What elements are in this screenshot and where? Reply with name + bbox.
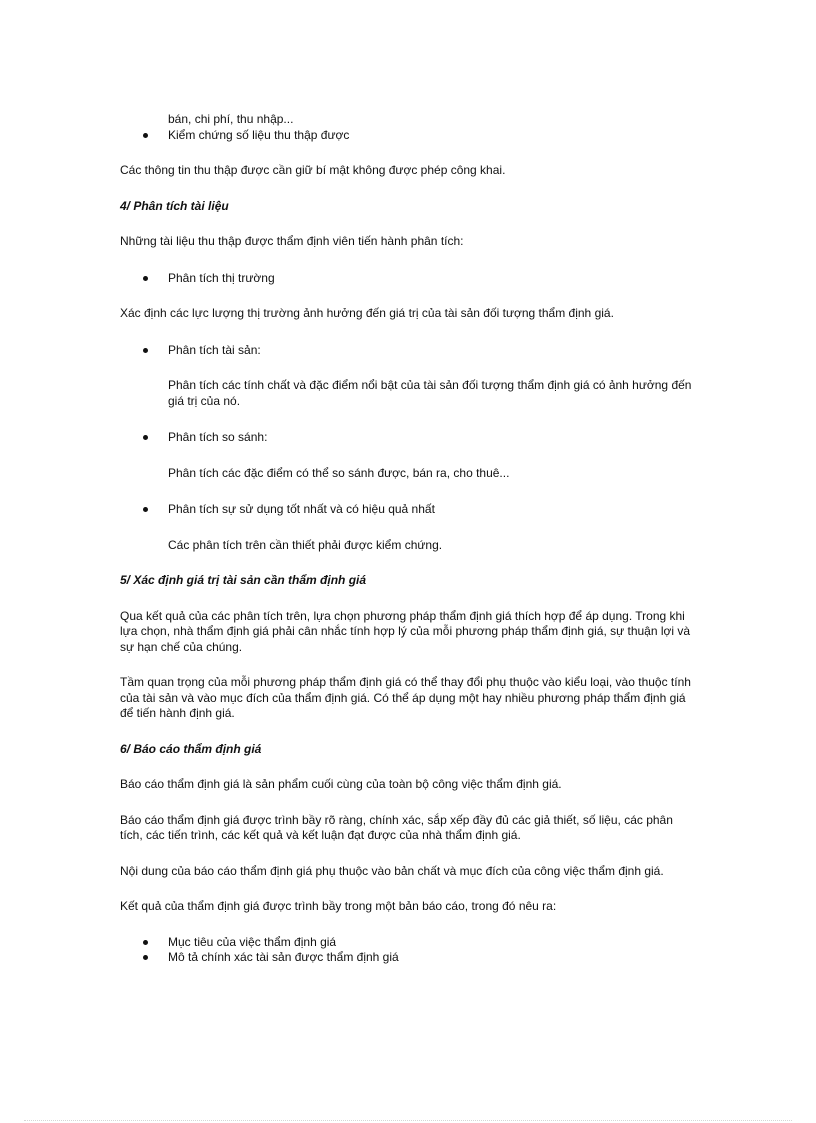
bullet-item: Phân tích thị trường: [168, 271, 698, 287]
bullet-icon: [143, 955, 148, 960]
paragraph: Kết quả của thẩm định giá được trình bầy trong một bản báo cáo, trong đó nêu ra:: [120, 899, 557, 913]
paragraph: bán, chi phí, thu nhập...: [168, 112, 294, 126]
bullet-icon: [143, 435, 148, 440]
section-heading-5: 5/ Xác định giá trị tài sản cần thẩm định giá: [120, 573, 367, 587]
bullet-item: Phân tích so sánh:: [168, 430, 698, 446]
paragraph: Báo cáo thẩm định giá được trình bầy rõ ràng, chính xác, sắp xếp đầy đủ các giả thiết, số liệu, các phân tích, các tiến trình, các kết quả và kết luận đạt được của nhà thẩm định giá.: [120, 812, 673, 842]
paragraph: Qua kết quả của các phân tích trên, lựa chọn phương pháp thẩm định giá thích hợp để áp dụng. Trong khi lựa chọn, nhà thẩm định giá phải cân nhắc tính hợp lý của mỗi phương pháp thẩm định giá, sự thuận lợi và sự hạn chế của chúng.: [120, 608, 691, 654]
paragraph: Phân tích các tính chất và đặc điểm nổi bật của tài sản đối tượng thẩm định giá có ảnh hưởng đến giá trị của nó.: [168, 378, 692, 408]
bullet-item: Mô tả chính xác tài sản được thẩm định giá: [168, 950, 698, 966]
bullet-icon: [143, 507, 148, 512]
paragraph: Xác định các lực lượng thị trường ảnh hưởng đến giá trị của tài sản đối tượng thẩm định giá.: [120, 306, 614, 320]
paragraph: Phân tích các đặc điểm có thể so sánh được, bán ra, cho thuê...: [168, 465, 510, 480]
paragraph: Những tài liệu thu thập được thẩm định viên tiến hành phân tích:: [120, 234, 464, 248]
document-page: [120, 108, 698, 966]
paragraph: Tầm quan trọng của mỗi phương pháp thẩm định giá có thể thay đổi phụ thuộc vào kiểu loại, vào thuộc tính của tài sản và vào mục đích của thẩm định giá. Có thể áp dụng một hay nhiều phương pháp thẩm định giá để tiến hành định giá.: [120, 675, 691, 720]
section-heading-4: 4/ Phân tích tài liệu: [120, 198, 229, 213]
bullet-item: Phân tích sự sử dụng tốt nhất và có hiệu quả nhất: [168, 502, 698, 518]
bullet-icon: [143, 133, 148, 138]
bullet-item: Phân tích tài sản:: [168, 343, 698, 359]
paragraph: Nội dung của báo cáo thẩm định giá phụ thuộc vào bản chất và mục đích của công việc thẩm định giá.: [120, 863, 664, 878]
page-bottom-rule: [24, 1120, 792, 1121]
paragraph: Báo cáo thẩm định giá là sản phẩm cuối cùng của toàn bộ công việc thẩm định giá.: [120, 777, 562, 791]
bullet-icon: [143, 276, 148, 281]
bullet-item: Mục tiêu của việc thẩm định giá: [168, 935, 698, 951]
bullet-item: Kiểm chứng số liệu thu thập được: [168, 128, 698, 144]
bullet-icon: [143, 348, 148, 353]
section-heading-6: 6/ Báo cáo thẩm định giá: [120, 741, 262, 756]
bullet-icon: [143, 940, 148, 945]
paragraph: Các thông tin thu thập được cần giữ bí mật không được phép công khai.: [120, 163, 506, 177]
paragraph: Các phân tích trên cần thiết phải được kiểm chứng.: [168, 537, 443, 552]
